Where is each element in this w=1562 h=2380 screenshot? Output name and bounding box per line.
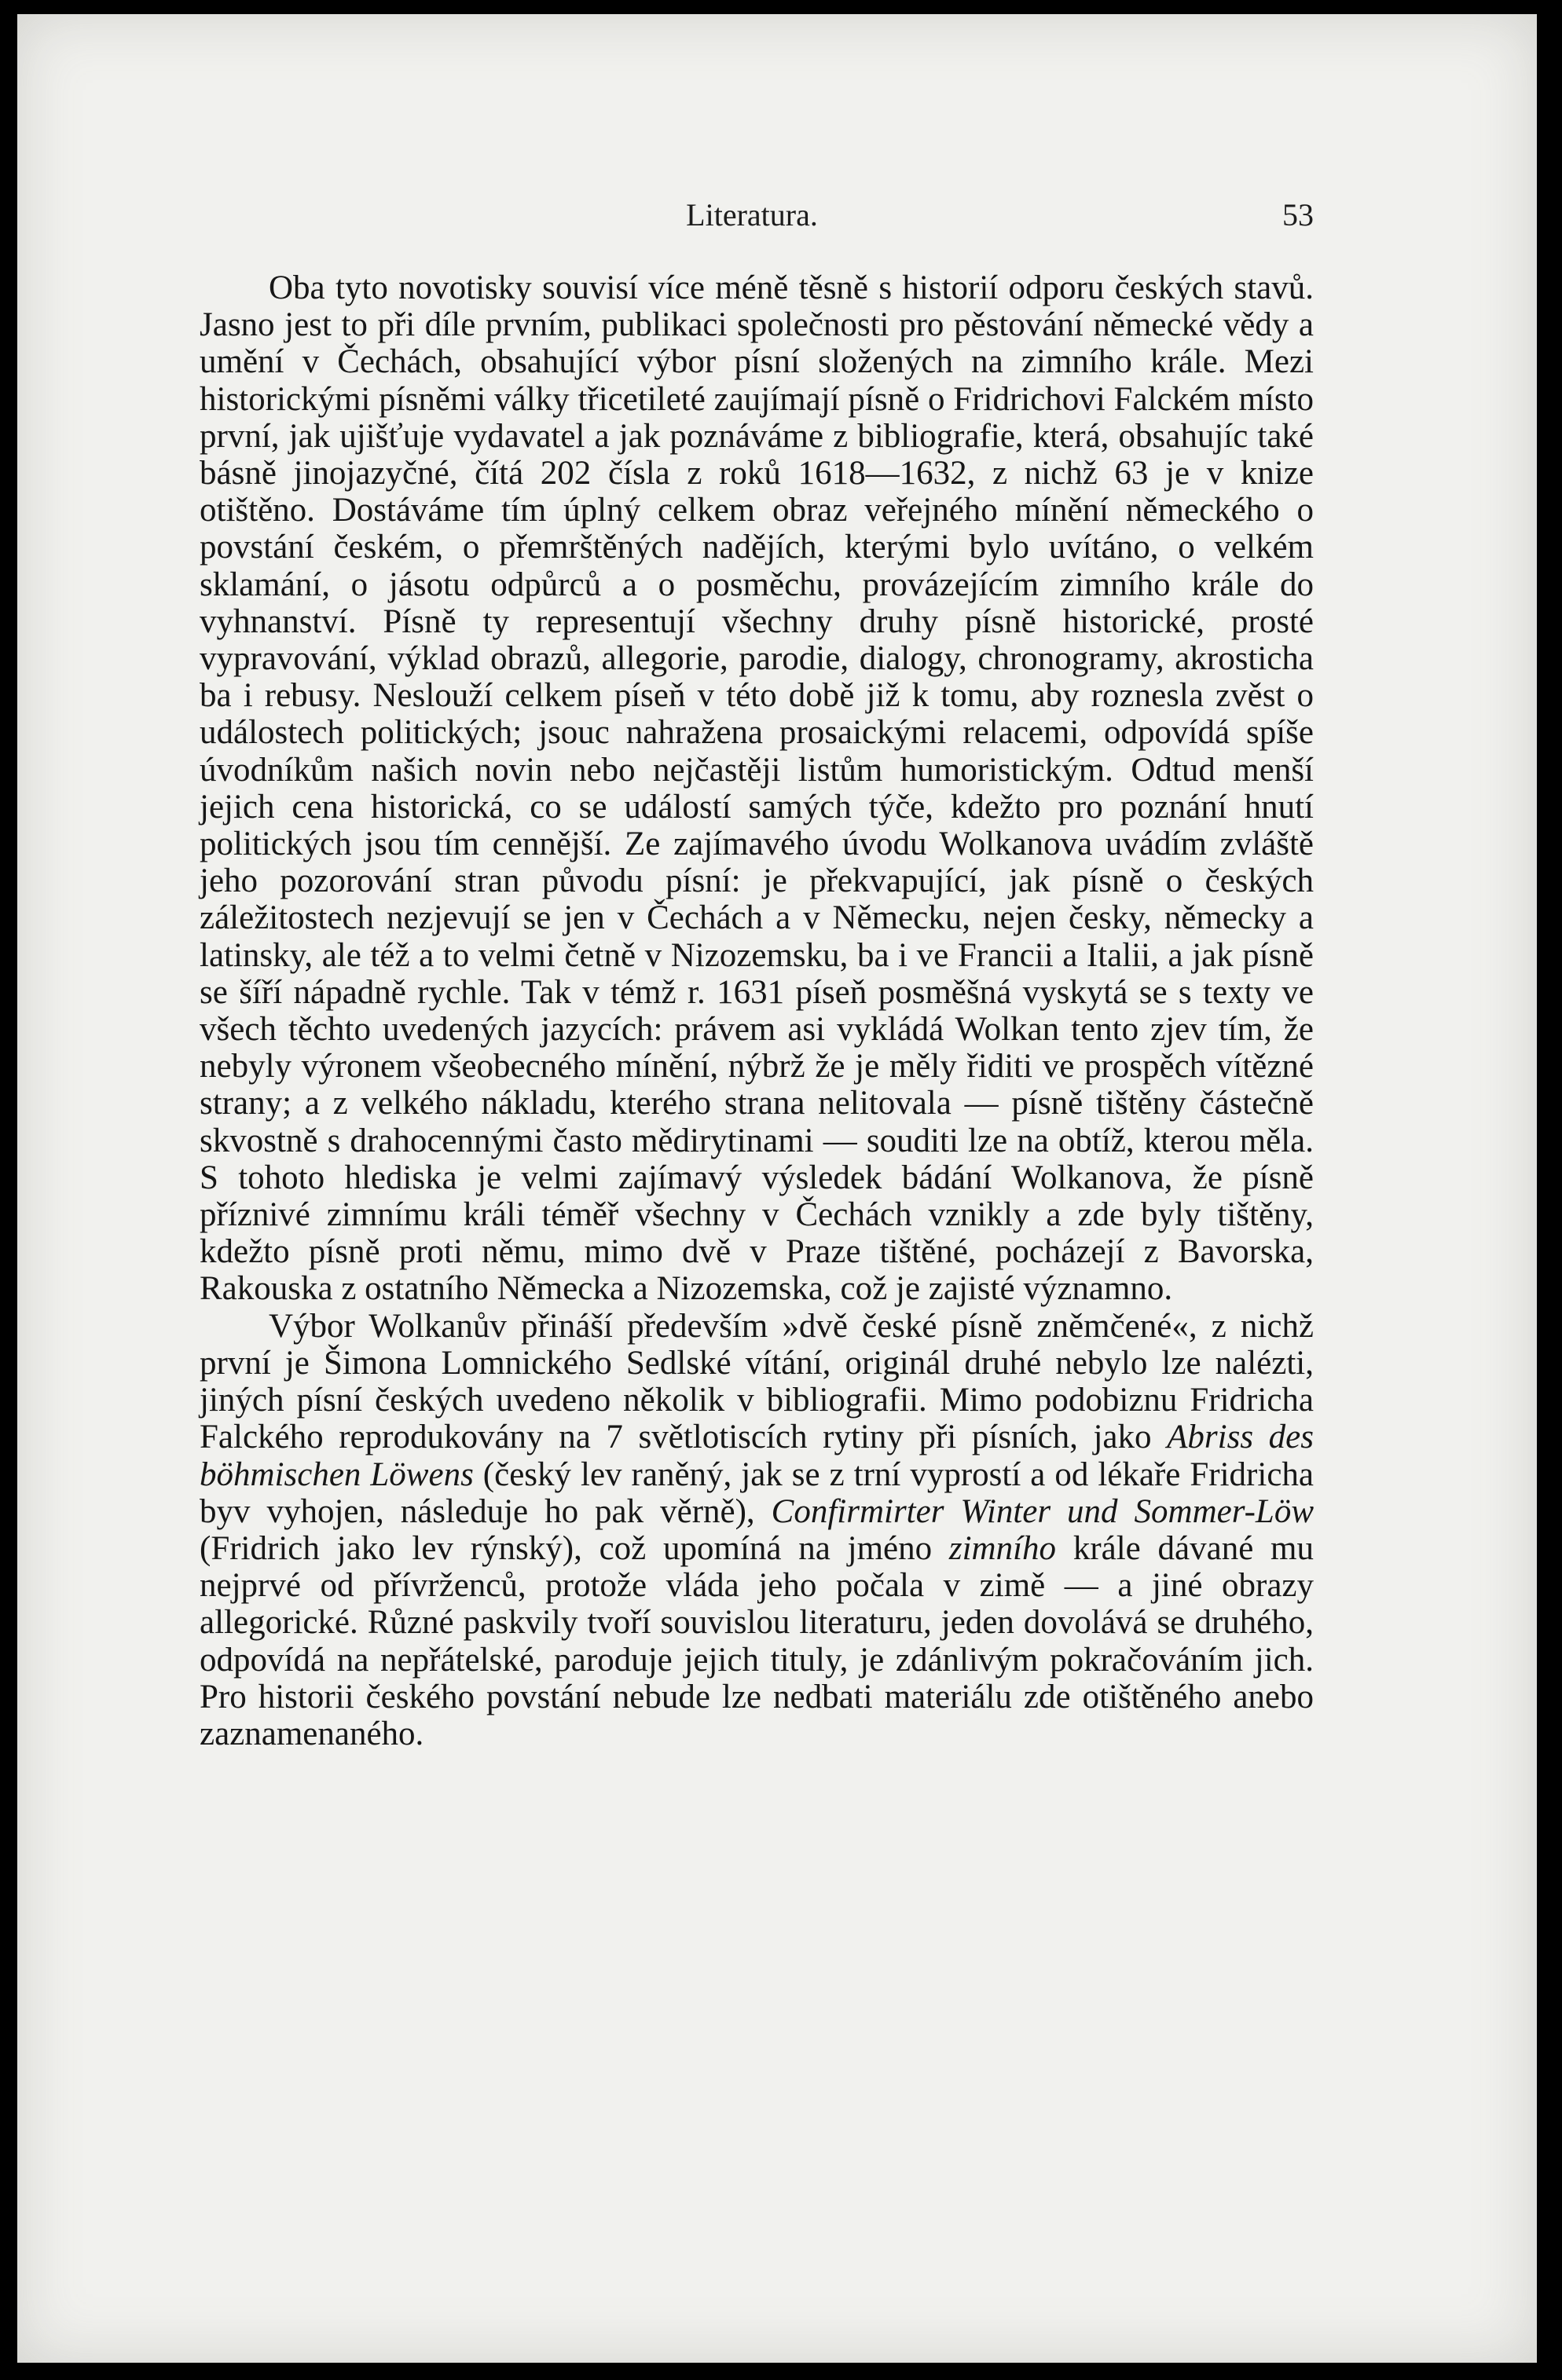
- paragraph-2-text-a: Výbor Wolkanův přináší především »dvě české písně zněmčené«, z nichž první je Šimona Lomnického Sedlské vítání, originál druhé nebylo lze nalézti, jiných písní českých uvedeno několik v bibliografii. Mimo podobiznu Fridricha Falckého reprodukovány na 7 světlotiscích rytiny při písních, jako: [200, 1307, 1314, 1456]
- book-page: [17, 14, 1537, 2363]
- book-title-confirmirter: Confirmirter Winter und Sommer-Löw: [771, 1492, 1314, 1530]
- paragraph-2: [200, 1308, 1314, 1752]
- paragraph-2-text-c: (Fridrich jako lev rýnský), což upomíná na jméno: [200, 1529, 949, 1567]
- running-title: Literatura.: [686, 197, 818, 233]
- paragraph-2-text-d: krále dávané mu nejprvé od přívrženců, protože vláda jeho počala v zimě — a jiné obrazy allegorické. Různé paskvily tvoří souvislou literaturu, jeden dovolává se druhého, odpovídá na nepřátelské, paroduje jejich tituly, je zdánlivým pokračováním jich. Pro historii českého povstání nebude lze nedbati materiálu zde otištěného anebo zaznamenaného.: [200, 1529, 1314, 1752]
- page-header: [190, 196, 1314, 243]
- page-number: 53: [1282, 197, 1314, 233]
- paragraph-1: [200, 269, 1314, 1308]
- emphasis-zimniho: zimního: [948, 1529, 1057, 1567]
- paragraph-1-text: Oba tyto novotisky souvisí více méně těsně s historií odporu českých stavů. Jasno jest to při díle prvním, publikaci společnosti pro pěstování německé vědy a umění v Čechách, obsahující výbor písní složených na zimního krále. Mezi historickými písněmi války třicetileté zaujímají písně o Fridrichovi Falckém místo první, jak ujišťuje vydavatel a jak poznáváme z bibliografie, která, obsahujíc také básně jinojazyčné, čítá 202 čísla z roků 1618—1632, z nichž 63 je v knize otištěno. Dostáváme tím úplný celkem obraz veřejného mínění německého o povstání českém, o přemrštěných nadějích, kterými bylo uvítáno, o velkém sklamání, o jásotu odpůrců a o posměchu, provázejícím zimního krále do vyhnanství. Písně ty representují všechny druhy písně historické, prosté vypravování, výklad obrazů, allegorie, parodie, dialogy, chronogramy, akrosticha ba i rebusy. Neslouží celkem píseň v této době již k tomu, aby roznesla zvěst o událostech politických; jsouc nahražena prosaickými relacemi, odpovídá spíše úvodníkům našich novin nebo nejčastěji listům humoristickým. Odtud menší jejich cena historická, co se událostí samých týče, kdežto pro poznání hnutí politických jsou tím cennější. Ze zajímavého úvodu Wolkanova uvádím zvláště jeho pozorování stran původu písní: je překvapující, jak písně o českých záležitostech nezjevují se jen v Čechách a v Německu, nejen česky, německy a latinsky, ale též a to velmi četně v Nizozemsku, ba i ve Francii a Italii, a jak písně se šíří nápadně rychle. Tak v témž r. 1631 píseň posměšná vyskytá se s texty ve všech těchto uvedených jazycích: právem asi vykládá Wolkan tento zjev tím, že nebyly výronem všeobecného mínění, nýbrž že je měly řiditi ve prospěch vítězné strany; a z velkého nákladu, kterého strana nelitovala — písně tištěny částečně skvostně s drahocennými často mědirytinami — souditi lze na obtíž, kterou měla. S tohoto hlediska je velmi zajímavý výsledek bádání Wolkanova, že písně příznivé zimnímu králi téměř všechny v Čechách vznikly a zde byly tištěny, kdežto písně proti němu, mimo dvě v Praze tištěné, pocházejí z Bavorska, Rakouska z ostatního Německa a Nizozemska, což je zajisté významno.: [200, 269, 1314, 1308]
- body-text: [200, 269, 1314, 1752]
- paragraph-2-text-b: (český lev raněný, jak se z trní vyprostí a od lékaře Fridricha byv vyhojen, následuje ho pak věrně),: [200, 1455, 1314, 1530]
- book-title-abriss: Abriss des böhmischen Löwens: [200, 1419, 1314, 1493]
